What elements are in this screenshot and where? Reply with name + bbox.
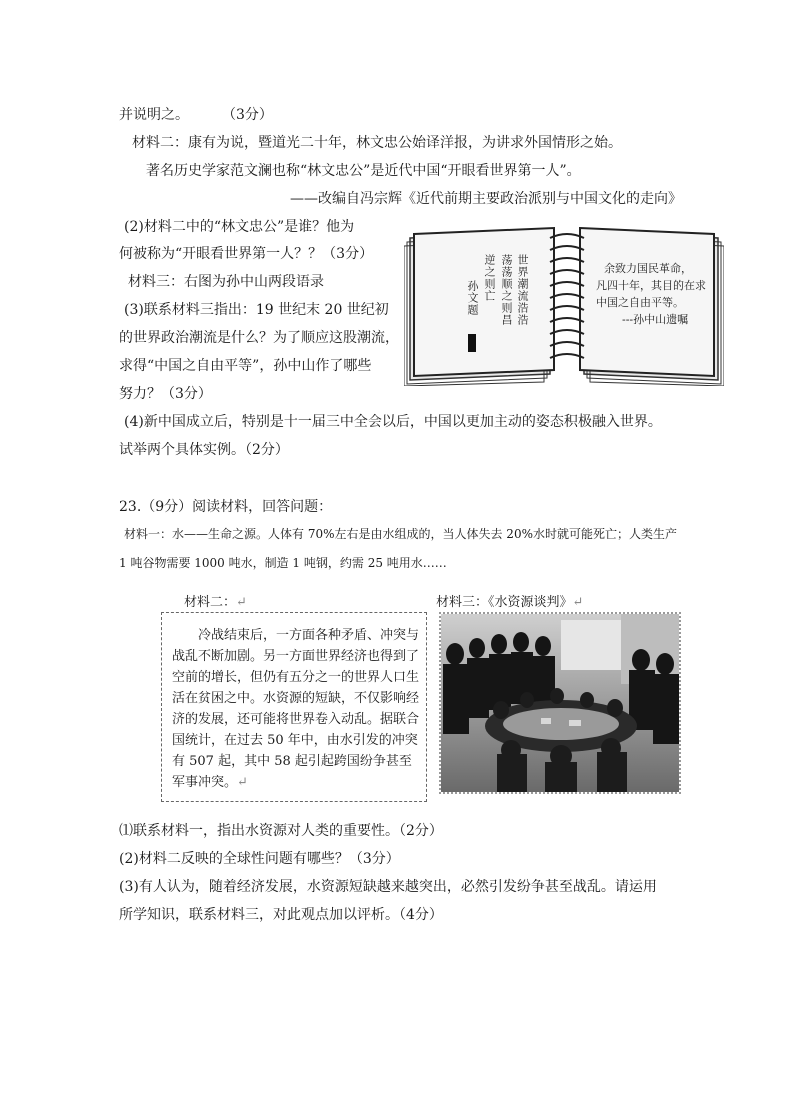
material2-text: 冷战结束后，一方面各种矛盾、冲突与战乱不断加剧。另一方面世界经济也得到了空前的增长，但仍有五分之一的世界人口生活在贫困之中。水资源的短缺，不仅影响经济的发展，还可能将世界卷入动乱。据联合国统计，在过去 50 年中，由水引发的冲突有 507 起，其中 58 起引起跨国纷争甚至军事冲突。↵ [172,628,420,790]
material2-box [161,612,427,802]
quote-right-line3: 中国之自由平等。 [596,296,684,309]
q23-sub3-line1: (3)有人认为，随着经济发展，水资源短缺越来越突出，必然引发纷争甚至战乱。请运用 [119,879,657,895]
q22-sub4-line2: 试举两个具体实例。（2分） [119,442,289,458]
q22-line1: 并说明之。 [119,107,189,123]
quote-right-line4: ---孙中山遗嘱 [622,313,689,326]
q22-sub4-line1: (4)新中国成立后，特别是十一届三中全会以后，中国以更加主动的姿态积极融入世界。 [124,414,662,430]
material2-line1: 材料二：康有为说，暨道光二十年，林文忠公始译洋报，为讲求外国情形之始。 [132,135,622,151]
quote-right-line2: 凡四十年，其目的在求 [596,279,706,292]
quote-left-col1: 世界潮流浩浩 [516,254,529,326]
quote-right-line1: 余致力国民革命， [604,262,692,275]
q22-sub3-line2: 的世界政治潮流是什么？为了顺应这股潮流， [119,330,399,346]
q22-sub3-line3: 求得“中国之自由平等”，孙中山作了哪些 [119,358,372,374]
material2-line2: 著名历史学家范文澜也称“林文忠公”是近代中国“开眼看世界第一人”。 [146,163,581,179]
q23-material3-label: 材料三：《水资源谈判》↵ [436,595,584,610]
q22-line1-score: （3分） [222,107,273,123]
q23-sub1: ⑴联系材料一，指出水资源对人类的重要性。（2分） [119,823,443,839]
q22-sub2-line1: (2)材料二中的“林文忠公”是谁？他为 [124,219,355,235]
q23-material2-label: 材料二：↵ [184,595,247,610]
negotiation-photo [439,612,681,794]
q22-sub2-line2: 何被称为“开眼看世界第一人？？（3分） [119,246,374,262]
q23-material1-line2: 1 吨谷物需要 1000 吨水，制造 1 吨钢，约需 25 吨用水…… [119,556,447,570]
material2-source: ——改编自冯宗辉《近代前期主要政治派别与中国文化的走向》 [290,191,682,207]
return-mark-icon: ↵ [572,595,584,610]
quote-left-col3: 逆之则亡 [483,254,496,302]
material3-line: 材料三：右图为孙中山两段语录 [128,274,324,290]
q23-sub2: (2)材料二反映的全球性问题有哪些？（3分） [119,851,400,867]
q22-sub3-line1: (3)联系材料三指出：19 世纪末 20 世纪初 [124,302,389,318]
quote-left-col4: 孙文题 [466,280,479,316]
q23-sub3-line2: 所学知识，联系材料三，对此观点加以评析。（4分） [119,907,443,923]
return-mark-icon: ↵ [237,775,248,790]
quote-left-col2: 荡荡顺之则昌 [500,254,513,326]
q23-header: 23.（9分）阅读材料，回答问题： [119,499,333,515]
negotiation-photo-drawing [441,614,679,792]
return-mark-icon: ↵ [236,595,247,610]
notebook-figure [404,224,724,386]
q23-material1-line1: 材料一：水——生命之源。人体有 70%左右是由水组成的，当人体失去 20%水时就可能死亡；人类生产 [124,527,677,541]
q22-sub3-line4: 努力？（3分） [119,386,212,402]
